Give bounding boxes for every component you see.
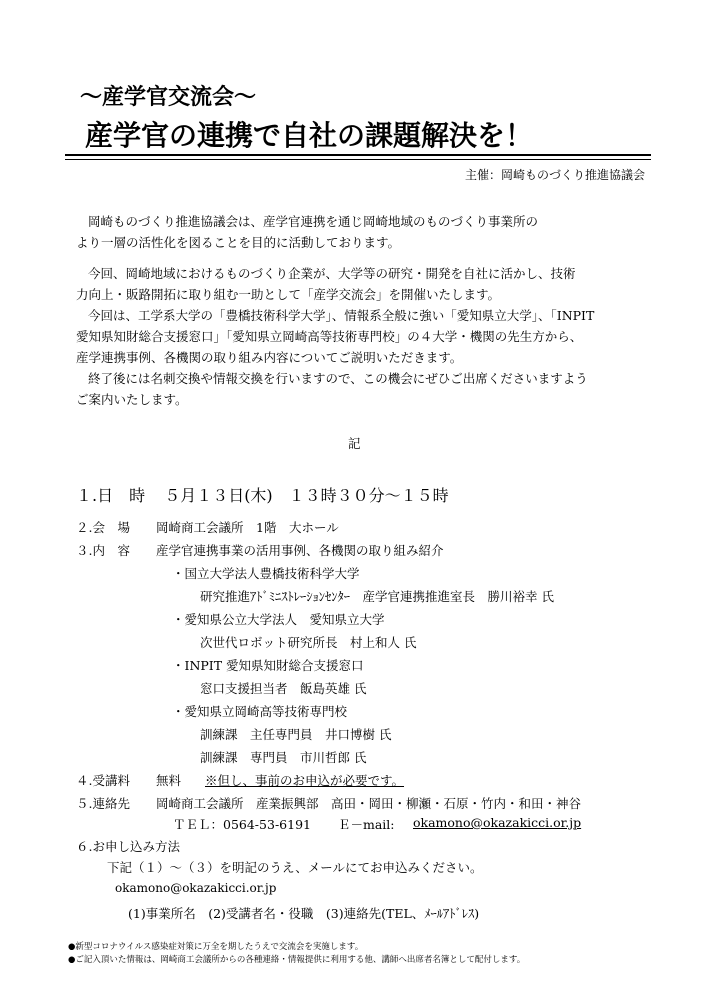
intro-line-7: 産学連携事例、各機関の取り組み内容についてご説明いただきます。	[76, 350, 463, 365]
contact-label: ５.連絡先	[76, 796, 130, 811]
footnote-1: ●新型コロナウイルス感染症対策に万全を期したうえで交流会を実施します。	[68, 942, 364, 952]
institution-3: ・INPIT 愛知県知財総合支援窓口	[172, 658, 364, 673]
date-value: ５月１３日(木) １３時３０分～１５時	[164, 486, 449, 505]
intro-line-1: 岡崎ものづくり推進協議会は、産学官連携を通じ岡崎地域のものづくり事業所の	[88, 214, 539, 229]
fee-label: ４.受講料	[76, 773, 130, 788]
venue-value: 岡崎商工会議所 1階 大ホール	[156, 520, 339, 535]
institution-4-person-1: 訓練課 主任専門員 井口博樹 氏	[200, 727, 392, 742]
fee-note: ※但し、事前のお申込が必要です。	[205, 773, 405, 788]
venue-label: ２.会 場	[76, 520, 130, 535]
intro-line-2: より一層の活性化を図ることを目的に活動しております。	[76, 235, 401, 250]
apply-fields: (1)事業所名 (2)受講者名・役職 (3)連絡先(TEL、ﾒｰﾙｱﾄﾞﾚｽ)	[128, 906, 480, 921]
ki-marker: 記	[348, 436, 361, 451]
footnote-2: ●ご記入頂いた情報は、岡崎商工会議所からの各種連絡・情報提供に利用する他、講師へ出席者名簿として配付します。	[68, 955, 526, 965]
intro-line-4: 力向上・販路開拓に取り組む一助として「産学交流会」を開催いたします。	[76, 287, 501, 302]
content-label: ３.内 容	[76, 543, 130, 558]
organizer: 主催：岡崎ものづくり推進協議会	[464, 168, 645, 182]
intro-line-9: ご案内いたします。	[76, 392, 188, 407]
intro-line-5: 今回は、工学系大学の「豊橋技術科学大学」、情報系全般に強い「愛知県立大学」、「INPIT	[88, 308, 595, 323]
institution-4: ・愛知県立岡崎高等技術専門校	[172, 704, 348, 719]
apply-email: okamono@okazakicci.or.jp	[115, 881, 277, 895]
institution-1: ・国立大学法人豊橋技術科学大学	[172, 566, 360, 581]
contact-tel: ＴＥＬ：0564-53-6191	[173, 817, 311, 832]
institution-1-person: 研究推進ｱﾄﾞﾐﾆｽﾄﾚｰｼｮﾝｾﾝﾀｰ 産学官連携推進室長 勝川裕幸 氏	[200, 589, 554, 604]
contact-email-label: Ｅ－mail:	[338, 817, 395, 832]
contact-email-link[interactable]: okamono@okazakicci.or.jp	[413, 815, 582, 830]
date-label: １.日 時	[76, 486, 146, 505]
institution-2: ・愛知県公立大学法人 愛知県立大学	[172, 612, 385, 627]
title-underline	[65, 154, 651, 160]
fee-value: 無料	[156, 773, 182, 788]
page-title: 産学官の連携で自社の課題解決を！	[85, 119, 534, 152]
intro-line-8: 終了後には名刺交換や情報交換を行いますので、この機会にぜひご出席くださいますよう	[88, 371, 588, 386]
event-subtitle: ～産学官交流会～	[80, 85, 257, 110]
contact-value: 岡崎商工会議所 産業振興部 高田・岡田・柳瀬・石原・竹内・和田・神谷	[156, 796, 582, 811]
apply-text: 下記（１）～（３）を明記のうえ、メールにてお申込みください。	[107, 860, 483, 875]
institution-2-person: 次世代ロボット研究所長 村上和人 氏	[200, 635, 417, 650]
institution-3-person: 窓口支援担当者 飯島英雄 氏	[200, 681, 367, 696]
intro-line-3: 今回、岡崎地域におけるものづくり企業が、大学等の研究・開発を自社に活かし、技術	[88, 266, 576, 281]
apply-label: ６.お申し込み方法	[76, 839, 180, 854]
intro-line-6: 愛知県知財総合支援窓口」「愛知県立岡崎高等技術専門校」の４大学・機関の先生方から、	[76, 329, 583, 344]
institution-4-person-2: 訓練課 専門員 市川哲郎 氏	[200, 750, 367, 765]
date-row	[76, 483, 449, 506]
content-value: 産学官連携事業の活用事例、各機関の取り組み紹介	[156, 543, 444, 558]
